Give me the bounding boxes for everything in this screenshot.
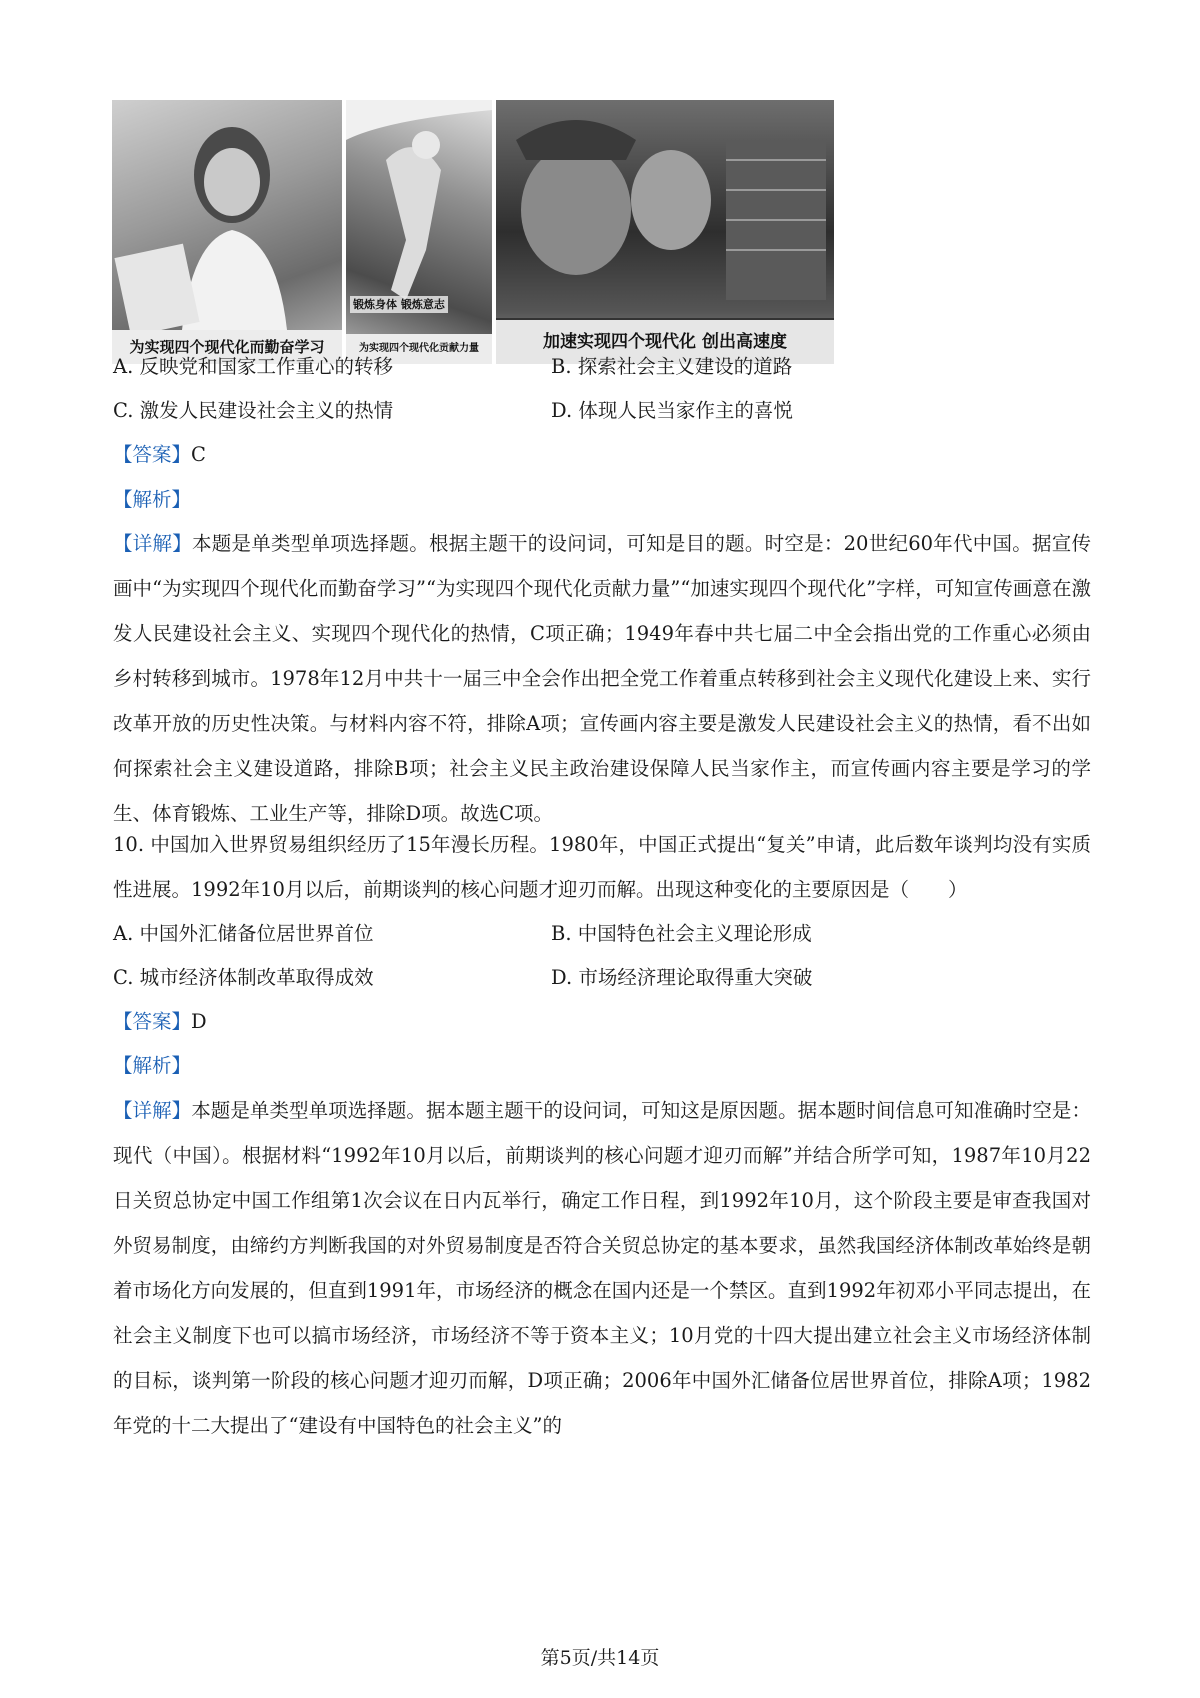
q9-option-c: C. 激发人民建设社会主义的热情 — [113, 399, 394, 422]
q10-detail — [113, 1088, 1091, 1448]
page-number: 第5页/共14页 — [540, 1647, 660, 1669]
propaganda-posters — [112, 100, 834, 364]
poster-industry-caption: 加速实现四个现代化 创出高速度 — [496, 318, 834, 364]
answer-tag: 【答案】 — [113, 443, 192, 466]
q10-option-c: C. 城市经济体制改革取得成效 — [113, 966, 374, 989]
q10-option-a: A. 中国外汇储备位居世界首位 — [113, 922, 374, 945]
detail-tag: 【详解】 — [113, 532, 192, 555]
q9-option-d: D. 体现人民当家作主的喜悦 — [551, 399, 793, 422]
answer-value: C — [191, 443, 206, 466]
q10-option-b: B. 中国特色社会主义理论形成 — [551, 922, 812, 945]
detail-text: 本题是单类型单项选择题。据本题主题干的设问词，可知这是原因题。据本题时间信息可知准确时空是：现代（中国）。根据材料“1992年10月以后，前期谈判的核心问题才迎刃而解”并结合所学可知，1987年10月22日关贸总协定中国工作组第1次会议在日内瓦举行，确定工作日程，到1992年10月，这个阶段主要是审查我国对外贸易制度，由缔约方判断我国的对外贸易制度是否符合关贸总协定的基本要求，虽然我国经济体制改革始终是朝着市场化方向发展的，但直到1991年，市场经济的概念在国内还是一个禁区。直到1992年初邓小平同志提出，在社会主义制度下也可以搞市场经济，市场经济不等于资本主义；10月党的十四大提出建立社会主义市场经济体制的目标，谈判第一阶段的核心问题才迎刃而解，D项正确；2006年中国外汇储备位居世界首位，排除A项；1982年党的十二大提出了“建设有中国特色的社会主义”的 — [113, 1099, 1091, 1437]
athlete-illustration — [346, 100, 492, 364]
q10-option-d: D. 市场经济理论取得重大突破 — [551, 966, 813, 989]
q9-analysis-tag: 【解析】 — [113, 488, 192, 511]
answer-value: D — [191, 1010, 207, 1033]
student-illustration — [112, 100, 342, 364]
poster-study-caption: 为实现四个现代化而勤奋学习 — [112, 330, 342, 364]
q10-stem: 10. 中国加入世界贸易组织经历了15年漫长历程。1980年，中国正式提出“复关”申请，此后数年谈判均没有实质性进展。1992年10月以后，前期谈判的核心问题才迎刃而解。出现这种变化的主要原因是（ ） — [113, 833, 1091, 901]
q9-option-b: B. 探索社会主义建设的道路 — [551, 355, 793, 378]
poster-exercise-slogan: 锻炼身体 锻炼意志 — [350, 296, 448, 313]
poster-study — [112, 100, 342, 364]
answer-tag: 【答案】 — [113, 1010, 192, 1033]
poster-exercise — [346, 100, 492, 364]
detail-tag: 【详解】 — [113, 1099, 192, 1122]
detail-text: 本题是单类型单项选择题。根据主题干的设问词，可知是目的题。时空是：20世纪60年代中国。据宣传画中“为实现四个现代化而勤奋学习”“为实现四个现代化贡献力量”“加速实现四个现代化”字样，可知宣传画意在激发人民建设社会主义、实现四个现代化的热情，C项正确；1949年春中共七届二中全会指出党的工作重心必须由乡村转移到城市。1978年12月中共十一届三中全会作出把全党工作着重点转移到社会主义现代化建设上来、实行改革开放的历史性决策。与材料内容不符，排除A项；宣传画内容主要是激发人民建设社会主义的热情，看不出如何探索社会主义建设道路，排除B项；社会主义民主政治建设保障人民当家作主，而宣传画内容主要是学习的学生、体育锻炼、工业生产等，排除D项。故选C项。 — [113, 532, 1091, 825]
poster-industry — [496, 100, 834, 364]
q10-answer — [113, 1008, 207, 1036]
q9-option-a: A. 反映党和国家工作重心的转移 — [113, 355, 393, 378]
poster-exercise-caption: 为实现四个现代化贡献力量 — [346, 334, 492, 364]
q10-analysis-tag: 【解析】 — [113, 1054, 192, 1077]
q9-detail — [113, 521, 1091, 836]
q9-answer — [113, 441, 206, 469]
